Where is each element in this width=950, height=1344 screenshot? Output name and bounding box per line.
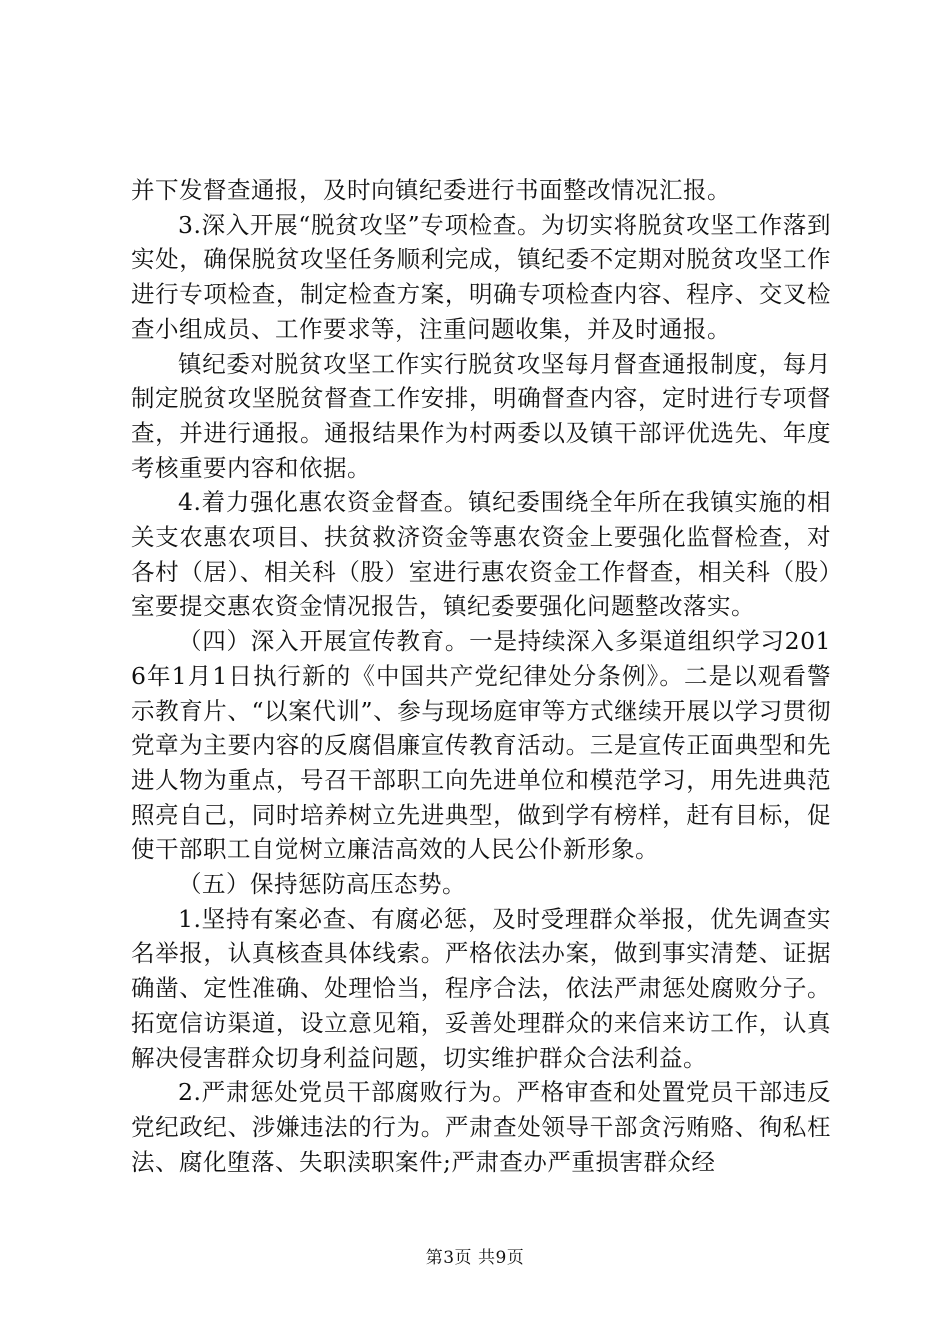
paragraph-monthly-supervision: 镇纪委对脱贫攻坚工作实行脱贫攻坚每月督查通报制度，每月制定脱贫攻坚脱贫督查工作安排，明确督查内容，定时进行专项督查，并进行通报。通报结果作为村两委以及镇干部评优选先、年度考核重要内容和依据。 [131,349,831,482]
paragraph-item-2: 2.严肃惩处党员干部腐败行为。严格审查和处置党员干部违反党纪政纪、涉嫌违法的行为。严肃查处领导干部贪污贿赂、徇私枉法、腐化堕落、失职渎职案件;严肃查办严重损害群众经 [131,1078,831,1176]
paragraph-item-1: 1.坚持有案必查、有腐必惩，及时受理群众举报，优先调查实名举报，认真核查具体线索。严格依法办案，做到事实清楚、证据确凿、定性准确、处理恰当，程序合法，依法严肃惩处腐败分子。拓宽信访渠道，设立意见箱，妥善处理群众的来信来访工作，认真解决侵害群众切身利益问题，切实维护群众合法利益。 [131,904,831,1072]
paragraph-continuation: 并下发督查通报，及时向镇纪委进行书面整改情况汇报。 [131,176,731,204]
paragraph-section-4: （四）深入开展宣传教育。一是持续深入多渠道组织学习2016年1月1日执行新的《中国共产党纪律处分条例》。二是以观看警示教育片、“以案代训”、参与现场庭审等方式继续开展以学习贯彻党章为主要内容的反腐倡廉宣传教育活动。三是宣传正面典型和先进人物为重点，号召干部职工向先进单位和模范学习，用先进典范照亮自己，同时培养树立先进典型，做到学有榜样，赶有目标，促使干部职工自觉树立廉洁高效的人民公仆新形象。 [131,627,831,864]
page-number-footer: 第3页 共9页 [425,1248,525,1268]
heading-section-5: （五）保持惩防高压态势。 [178,870,466,899]
paragraph-item-4: 4.着力强化惠农资金督查。镇纪委围绕全年所在我镇实施的相关支农惠农项目、扶贫救济资金等惠农资金上要强化监督检查，对各村（居）、相关科（股）室进行惠农资金工作督查，相关科（股）室要提交惠农资金情况报告，镇纪委要强化问题整改落实。 [131,488,831,621]
paragraph-item-3: 3.深入开展“脱贫攻坚”专项检查。为切实将脱贫攻坚工作落到实处，确保脱贫攻坚任务顺利完成，镇纪委不定期对脱贫攻坚工作进行专项检查，制定检查方案，明确专项检查内容、程序、交叉检查小组成员、工作要求等，注重问题收集，并及时通报。 [131,210,831,343]
document-body [131,173,831,1179]
